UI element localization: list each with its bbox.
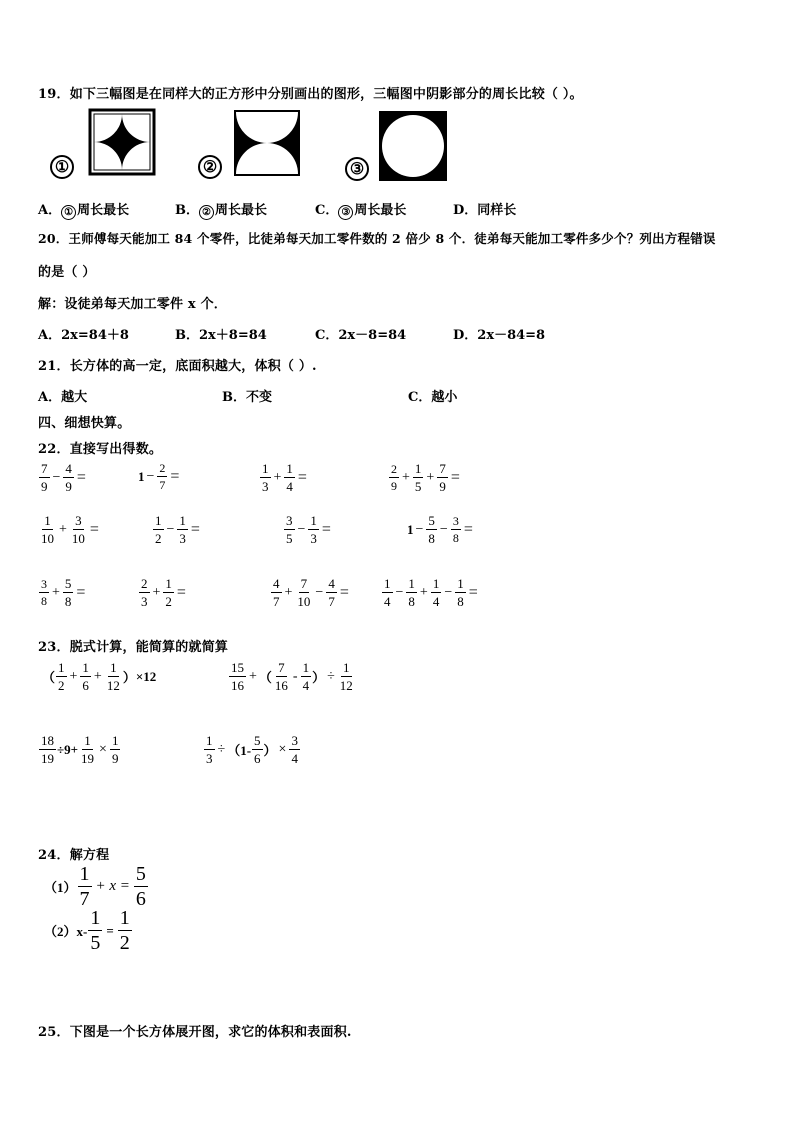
fraction: $\frac{1}{7}$ (79, 863, 90, 910)
fraction: $\frac{1}{4}$ (384, 576, 391, 609)
q22-expr-10: $\frac{2}{3}$ + $\frac{1}{2}$ = (141, 576, 186, 609)
fraction: $\frac{1}{3}$ (206, 733, 213, 766)
fraction: $\frac{4}{7}$ (328, 576, 335, 609)
q22-expr-1: $\frac{7}{9}$ − $\frac{4}{9}$ = (41, 461, 86, 494)
fraction: $\frac{2}{7}$ (159, 461, 166, 492)
figure-1-four-arcs (88, 108, 156, 176)
section-heading-4: 四、细想快算。 (38, 416, 131, 431)
fraction: $\frac{1}{9}$ (111, 733, 119, 766)
fraction: $\frac{1}{8}$ (457, 576, 464, 609)
q21-option-b[interactable]: B．不变 (222, 390, 272, 405)
q20-option-b[interactable]: B．2x＋8=84 (175, 328, 267, 343)
figure-3-circle (378, 110, 448, 182)
fraction: $\frac{1}{12}$ (106, 660, 120, 693)
fraction: $\frac{1}{5}$ (90, 907, 101, 954)
fraction: $\frac{5}{8}$ (428, 513, 435, 546)
fraction: $\frac{7}{16}$ (274, 660, 288, 693)
q20-option-d[interactable]: D．2x－84=8 (453, 328, 546, 343)
fraction: $\frac{1}{3}$ (262, 461, 269, 494)
fraction: $\frac{15}{16}$ (231, 660, 244, 693)
q22-expr-11: $\frac{4}{7}$ + $\frac{7}{10}$ − $\frac{4}{7}$ = (273, 576, 349, 609)
fraction: $\frac{1}{3}$ (310, 513, 317, 546)
q20-solve: 解：设徒弟每天加工零件 x 个． (38, 297, 228, 312)
q22-expr-2: 1 − $\frac{2}{7}$ = (138, 461, 180, 492)
q19-option-d[interactable]: D．同样长 (453, 203, 517, 218)
fraction: $\frac{1}{4}$ (302, 660, 310, 693)
q22-expr-6: $\frac{1}{2}$ − $\frac{1}{3}$ = (155, 513, 200, 546)
fraction: $\frac{1}{5}$ (414, 461, 422, 494)
fraction: $\frac{1}{12}$ (339, 660, 353, 693)
fraction: $\frac{1}{4}$ (432, 576, 440, 609)
q20-line1: 20．王师傅每天能加工 84 个零件，比徒弟每天加工零件数的 2 倍少 8 个．徒弟每天能加工零件多少个？列出方程错误 (38, 231, 716, 246)
figure-2-semicircles (232, 108, 302, 178)
q24-equation-2: （2）x- $\frac{1}{5}$ = $\frac{1}{2}$ (44, 907, 130, 954)
figure-label-3: ③ (345, 157, 369, 181)
fraction: $\frac{1}{3}$ (179, 513, 186, 546)
q22-expr-3: $\frac{1}{3}$ + $\frac{1}{4}$ = (262, 461, 307, 494)
fraction: $\frac{7}{10}$ (297, 576, 311, 609)
q20-option-a[interactable]: A．2x=84＋8 (38, 328, 129, 343)
q22-title: 22．直接写出得数。 (38, 442, 163, 457)
fraction: $\frac{1}{19}$ (81, 733, 95, 766)
q23-expr-4: $\frac{1}{3}$ ÷ （1- $\frac{5}{6}$ ） × $\frac{3}{4}$ (206, 733, 298, 766)
q19-option-b[interactable]: B． ② 周长最长 (175, 203, 268, 218)
fraction: $\frac{1}{8}$ (408, 576, 415, 609)
q20-option-c[interactable]: C．2x－8=84 (315, 328, 407, 343)
figure-label-2: ② (198, 155, 222, 179)
fraction: $\frac{3}{8}$ (41, 577, 47, 608)
q19-option-c[interactable]: C． ③ 周长最长 (315, 203, 407, 218)
q23-expr-1: （ $\frac{1}{2}$ + $\frac{1}{6}$ + $\frac{1}{12}$ ） ×12 (42, 660, 157, 693)
q24-equation-1: （1） $\frac{1}{7}$ + x = $\frac{5}{6}$ (44, 863, 146, 910)
q22-expr-4: $\frac{2}{9}$ + $\frac{1}{5}$ + $\frac{7}{9}$ = (391, 461, 460, 494)
q23-expr-3: $\frac{18}{19}$ ÷9+ $\frac{1}{19}$ × $\frac{1}{9}$ (41, 733, 119, 766)
q22-expr-9: $\frac{3}{8}$ + $\frac{5}{8}$ = (41, 576, 86, 609)
q22-expr-5: $\frac{1}{10}$ + $\frac{3}{10}$ = (41, 513, 99, 546)
fraction: $\frac{2}{9}$ (391, 462, 397, 493)
fraction: $\frac{5}{6}$ (254, 733, 261, 766)
q19-option-a[interactable]: A． ① 周长最长 (38, 203, 130, 218)
q21-option-c[interactable]: C．越小 (408, 390, 458, 405)
fraction: $\frac{4}{9}$ (65, 461, 72, 494)
q20-line2: 的是（ ） (38, 265, 96, 280)
fraction: $\frac{3}{4}$ (291, 733, 298, 766)
q25-text: 25．下图是一个长方体展开图，求它的体积和表面积. (38, 1025, 352, 1040)
fraction: $\frac{1}{2}$ (155, 513, 162, 546)
q22-expr-8: 1 − $\frac{5}{8}$ − $\frac{3}{8}$ = (407, 513, 473, 546)
fraction: $\frac{3}{8}$ (452, 514, 459, 545)
q24-title: 24．解方程 (38, 848, 110, 863)
figure-label-1: ① (50, 155, 74, 179)
fraction: $\frac{7}{9}$ (41, 461, 48, 494)
fraction: $\frac{1}{2}$ (58, 660, 65, 693)
q21-option-a[interactable]: A．越大 (38, 390, 88, 405)
fraction: $\frac{1}{2}$ (165, 576, 172, 609)
fraction: $\frac{5}{8}$ (64, 576, 72, 609)
fraction: $\frac{3}{10}$ (71, 513, 85, 546)
fraction: $\frac{2}{3}$ (141, 576, 148, 609)
fraction: $\frac{3}{5}$ (286, 513, 293, 546)
q23-title: 23．脱式计算，能简算的就简算 (38, 640, 229, 655)
q22-expr-7: $\frac{3}{5}$ − $\frac{1}{3}$ = (286, 513, 331, 546)
fraction: $\frac{5}{6}$ (135, 863, 146, 910)
fraction: $\frac{1}{4}$ (286, 461, 293, 494)
fraction: $\frac{7}{9}$ (439, 461, 446, 494)
fraction: $\frac{18}{19}$ (41, 733, 54, 766)
q21-text: 21．长方体的高一定，底面积越大，体积（ ）. (38, 359, 317, 374)
fraction: $\frac{1}{10}$ (41, 513, 54, 546)
q19-text: 19．如下三幅图是在同样大的正方形中分别画出的图形，三幅图中阴影部分的周长比较（ ）。 (38, 87, 583, 102)
fraction: $\frac{1}{6}$ (82, 660, 89, 693)
fraction: $\frac{1}{2}$ (119, 907, 130, 954)
q22-expr-12: $\frac{1}{4}$ − $\frac{1}{8}$ + $\frac{1}{4}$ − $\frac{1}{8}$ = (384, 576, 478, 609)
fraction: $\frac{4}{7}$ (273, 576, 280, 609)
q23-expr-2: $\frac{15}{16}$ + （ $\frac{7}{16}$ - $\frac{1}{4}$ ） ÷ $\frac{1}{12}$ (231, 660, 353, 693)
